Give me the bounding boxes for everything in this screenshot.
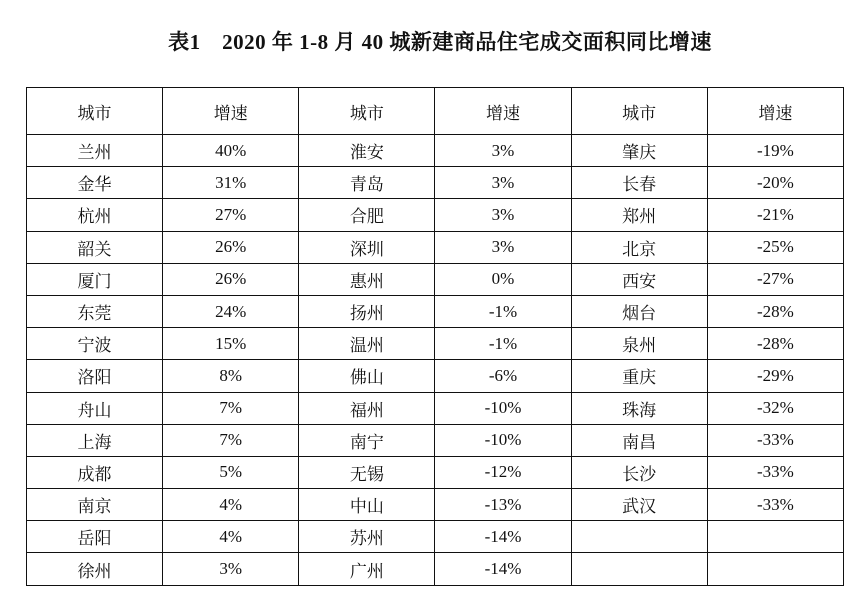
table-row	[27, 360, 844, 392]
city-cell: 杭州	[27, 199, 163, 231]
city-cell: 广州	[299, 553, 435, 585]
growth-cell: -20%	[707, 167, 843, 199]
growth-cell: -14%	[435, 553, 571, 585]
growth-cell: 40%	[163, 135, 299, 167]
growth-cell: -33%	[707, 489, 843, 521]
city-cell: 肇庆	[571, 135, 707, 167]
city-cell: 泉州	[571, 328, 707, 360]
table-row	[27, 135, 844, 167]
growth-cell: -10%	[435, 424, 571, 456]
growth-table	[26, 87, 844, 586]
growth-cell: -12%	[435, 456, 571, 488]
growth-cell: 26%	[163, 263, 299, 295]
city-cell: 南昌	[571, 424, 707, 456]
city-cell: 深圳	[299, 231, 435, 263]
header-row	[27, 88, 844, 135]
city-cell: 徐州	[27, 553, 163, 585]
table-row	[27, 199, 844, 231]
growth-cell: -10%	[435, 392, 571, 424]
table-row	[27, 521, 844, 553]
city-cell: 郑州	[571, 199, 707, 231]
city-cell: 兰州	[27, 135, 163, 167]
growth-cell: 15%	[163, 328, 299, 360]
city-cell: 无锡	[299, 456, 435, 488]
city-cell: 惠州	[299, 263, 435, 295]
growth-cell: 24%	[163, 295, 299, 327]
table-row	[27, 392, 844, 424]
growth-cell: 3%	[435, 135, 571, 167]
table-row	[27, 489, 844, 521]
city-cell: 北京	[571, 231, 707, 263]
city-cell: 南京	[27, 489, 163, 521]
city-cell: 金华	[27, 167, 163, 199]
city-cell: 温州	[299, 328, 435, 360]
city-cell: 西安	[571, 263, 707, 295]
city-cell: 东莞	[27, 295, 163, 327]
column-header-city: 城市	[571, 88, 707, 135]
growth-cell: 3%	[435, 199, 571, 231]
table-row	[27, 167, 844, 199]
growth-cell: 3%	[163, 553, 299, 585]
city-cell: 佛山	[299, 360, 435, 392]
growth-cell: -32%	[707, 392, 843, 424]
growth-cell: 4%	[163, 521, 299, 553]
growth-cell: -27%	[707, 263, 843, 295]
city-cell: 合肥	[299, 199, 435, 231]
column-header-city: 城市	[27, 88, 163, 135]
city-cell: 扬州	[299, 295, 435, 327]
city-cell: 长沙	[571, 456, 707, 488]
table-title: 表1 2020 年 1-8 月 40 城新建商品住宅成交面积同比增速	[168, 30, 712, 54]
table-row	[27, 295, 844, 327]
table-row	[27, 263, 844, 295]
city-cell: 岳阳	[27, 521, 163, 553]
growth-cell: 8%	[163, 360, 299, 392]
table-row	[27, 328, 844, 360]
table-row	[27, 424, 844, 456]
table-row	[27, 231, 844, 263]
city-cell	[571, 553, 707, 585]
city-cell: 烟台	[571, 295, 707, 327]
growth-cell: -19%	[707, 135, 843, 167]
city-cell: 青岛	[299, 167, 435, 199]
growth-cell: -25%	[707, 231, 843, 263]
growth-cell: -14%	[435, 521, 571, 553]
growth-cell: -1%	[435, 328, 571, 360]
growth-cell: 0%	[435, 263, 571, 295]
growth-cell	[707, 521, 843, 553]
city-cell: 舟山	[27, 392, 163, 424]
city-cell: 韶关	[27, 231, 163, 263]
growth-cell: -28%	[707, 328, 843, 360]
growth-cell: 3%	[435, 167, 571, 199]
growth-cell: 4%	[163, 489, 299, 521]
growth-cell: 31%	[163, 167, 299, 199]
growth-cell	[707, 553, 843, 585]
growth-cell: -28%	[707, 295, 843, 327]
city-cell	[571, 521, 707, 553]
city-cell: 珠海	[571, 392, 707, 424]
growth-cell: 5%	[163, 456, 299, 488]
city-cell: 中山	[299, 489, 435, 521]
city-cell: 福州	[299, 392, 435, 424]
city-cell: 南宁	[299, 424, 435, 456]
growth-cell: -6%	[435, 360, 571, 392]
city-cell: 宁波	[27, 328, 163, 360]
column-header-growth: 增速	[707, 88, 843, 135]
table-row	[27, 456, 844, 488]
city-cell: 武汉	[571, 489, 707, 521]
growth-cell: -33%	[707, 456, 843, 488]
city-cell: 长春	[571, 167, 707, 199]
growth-cell: 7%	[163, 392, 299, 424]
growth-cell: -33%	[707, 424, 843, 456]
growth-cell: 26%	[163, 231, 299, 263]
table-row	[27, 553, 844, 585]
growth-cell: 7%	[163, 424, 299, 456]
column-header-growth: 增速	[435, 88, 571, 135]
growth-cell: 27%	[163, 199, 299, 231]
city-cell: 洛阳	[27, 360, 163, 392]
growth-cell: 3%	[435, 231, 571, 263]
city-cell: 淮安	[299, 135, 435, 167]
city-cell: 苏州	[299, 521, 435, 553]
growth-cell: -1%	[435, 295, 571, 327]
growth-cell: -29%	[707, 360, 843, 392]
column-header-growth: 增速	[163, 88, 299, 135]
city-cell: 成都	[27, 456, 163, 488]
city-cell: 厦门	[27, 263, 163, 295]
column-header-city: 城市	[299, 88, 435, 135]
growth-cell: -13%	[435, 489, 571, 521]
city-cell: 上海	[27, 424, 163, 456]
growth-cell: -21%	[707, 199, 843, 231]
city-cell: 重庆	[571, 360, 707, 392]
